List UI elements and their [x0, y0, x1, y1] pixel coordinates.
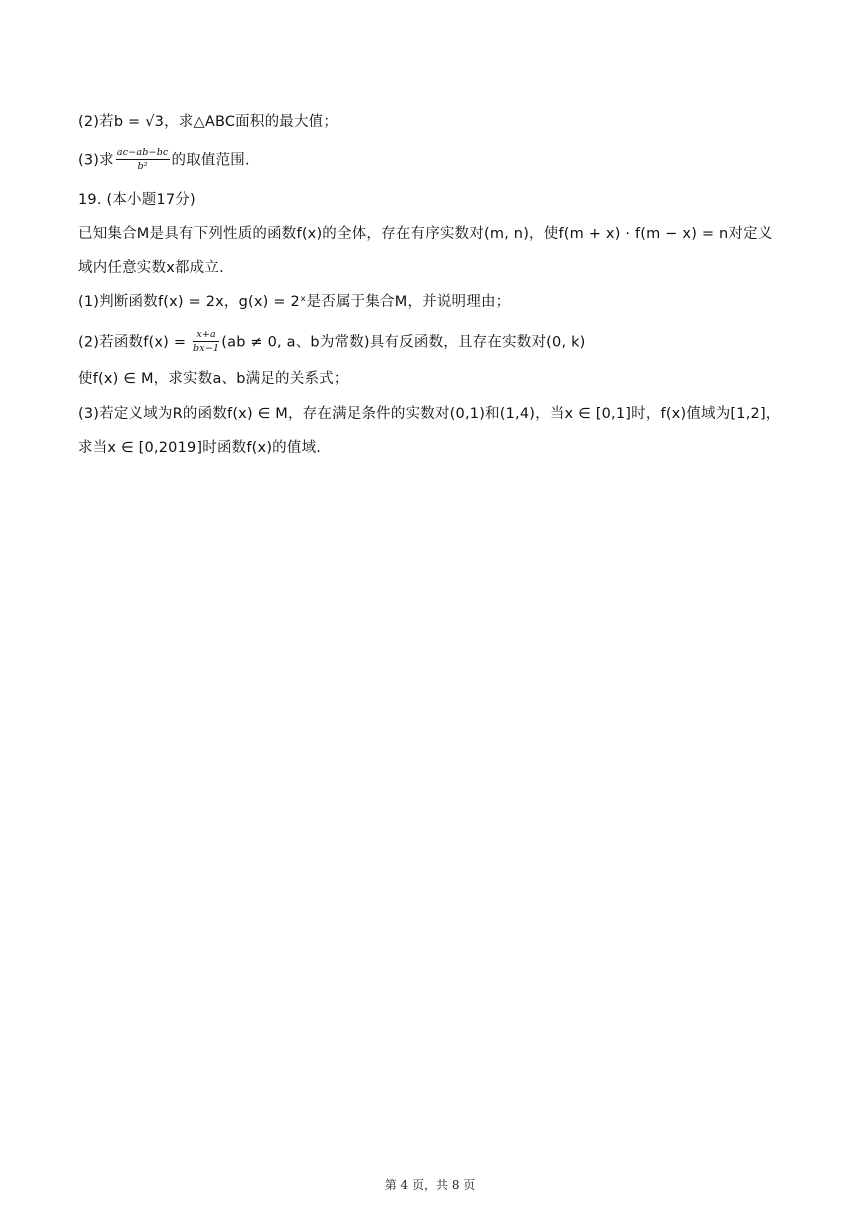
- question-18-part-2: (2)若b = √3，求△ABC面积的最大值；: [78, 114, 339, 130]
- page-footer: 第 4 页，共 8 页: [384, 1178, 476, 1192]
- question-19-part-3-line-1: (3)若定义域为R的函数f(x) ∈ M，存在满足条件的实数对(0,1)和(1,4)，当x ∈ [0,1]时，f(x)值域为[1,2]，: [78, 406, 781, 422]
- question-19-part-3-line-2: 求当x ∈ [0,2019]时函数f(x)的值域.: [78, 440, 322, 456]
- part-2-prefix: (2)若函数f(x) =: [78, 334, 192, 351]
- fraction-numerator: x+a: [193, 329, 219, 342]
- question-18-part-3: [78, 148, 250, 173]
- fraction-denominator: b²: [137, 161, 148, 172]
- fraction: [193, 329, 219, 354]
- question-19-stem-line-2: 域内任意实数x都成立.: [78, 260, 224, 276]
- fraction: [116, 147, 170, 172]
- part-2-suffix: (ab ≠ 0, a、b为常数)具有反函数，且存在实数对(0, k): [221, 334, 586, 351]
- question-19-part-1: (1)判断函数f(x) = 2x，g(x) = 2ˣ是否属于集合M，并说明理由；: [78, 294, 511, 310]
- part-3-suffix: 的取值范围.: [171, 152, 250, 169]
- question-19-part-2-line-2: 使f(x) ∈ M，求实数a、b满足的关系式；: [78, 371, 349, 387]
- fraction-denominator: bx−1: [193, 343, 220, 354]
- question-19-part-2-line-1: [78, 330, 586, 355]
- part-3-prefix: (3)求: [78, 152, 114, 169]
- fraction-numerator: ac−ab−bc: [116, 147, 169, 158]
- question-19-stem-line-1: 已知集合M是具有下列性质的函数f(x)的全体，存在有序实数对(m, n)，使f(m + x) · f(m − x) = n对定义: [78, 226, 773, 242]
- question-19-heading: 19. (本小题17分): [78, 192, 196, 208]
